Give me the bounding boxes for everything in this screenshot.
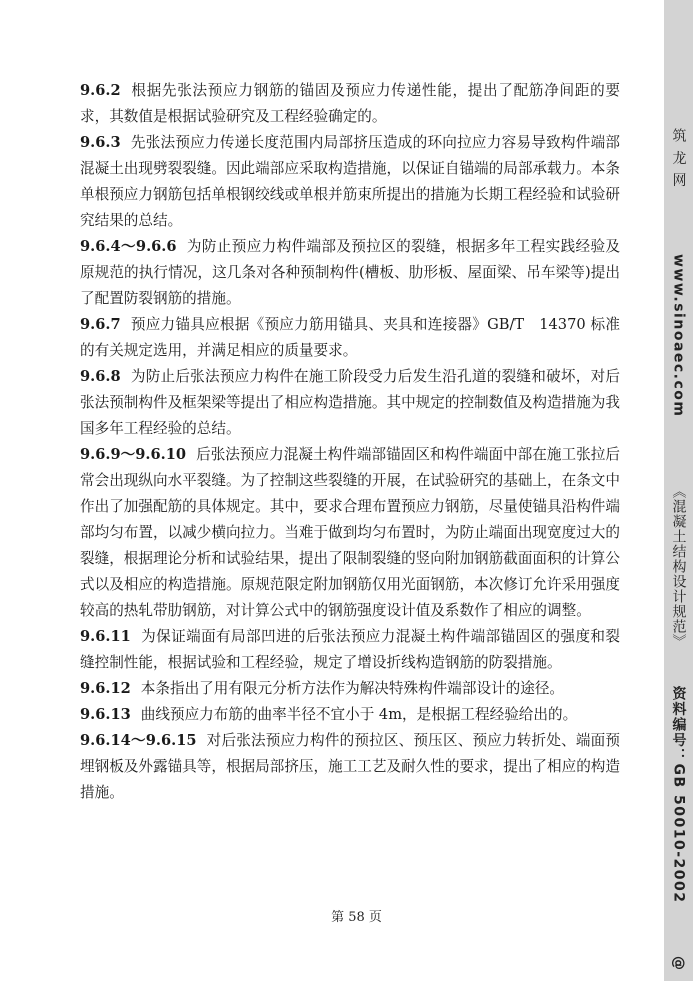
clause-number: 9.6.14～9.6.15 [80, 732, 197, 749]
paragraph-9-6-11 [80, 624, 620, 676]
document-body [80, 78, 620, 806]
sidebar-doc-code: 资料编号：GB 50010-2002 [670, 686, 687, 904]
paragraph-9-6-9 [80, 442, 620, 624]
clause-number: 9.6.2 [80, 82, 121, 99]
clause-text: 后张法预应力混凝土构件端部锚固区和构件端面中部在施工张拉后常会出现纵向水平裂缝。为了控制这些裂缝的开展，在试验研究的基础上，在条文中作出了加强配筋的具体规定。其中，要求合理布置预应力钢筋，尽量使锚具沿构件端部均匀布置，以减少横向拉力。当难于做到均匀布置时，为防止端面出现宽度过大的裂缝，根据理论分析和试验结果，提出了限制裂缝的竖向附加钢筋截面面积的计算公式以及相应的构造措施。原规范限定附加钢筋仅用光面钢筋，本次修订允许采用强度较高的热轧带肋钢筋，对计算公式中的钢筋强度设计值及系数作了相应的调整。 [80, 446, 620, 619]
clause-number: 9.6.12 [80, 680, 131, 697]
page-number: 第 58 页 [331, 910, 382, 925]
paragraph-9-6-12 [80, 676, 620, 702]
sidebar-site-name: 筑 龙 网 [670, 128, 687, 189]
paragraph-9-6-7 [80, 312, 620, 364]
sidebar-copyright: @ [670, 956, 687, 972]
clause-number: 9.6.8 [80, 368, 121, 385]
clause-text: 预应力锚具应根据《预应力筋用锚具、夹具和连接器》GB/T 14370 标准的有关规定选用，并满足相应的质量要求。 [80, 316, 620, 359]
paragraph-9-6-14 [80, 728, 620, 806]
clause-number: 9.6.3 [80, 134, 121, 151]
paragraph-9-6-3 [80, 130, 620, 234]
paragraph-9-6-4 [80, 234, 620, 312]
clause-number: 9.6.11 [80, 628, 131, 645]
clause-text: 曲线预应力布筋的曲率半径不宜小于 4m，是根据工程经验给出的。 [140, 706, 578, 723]
clause-text: 对后张法预应力构件的预拉区、预压区、预应力转折处、端面预埋钢板及外露锚具等，根据局部挤压，施工工艺及耐久性的要求，提出了相应的构造措施。 [80, 732, 620, 801]
paragraph-9-6-8 [80, 364, 620, 442]
sidebar-doc-title: 《混凝土结构设计规范》 [670, 484, 687, 649]
clause-number: 9.6.13 [80, 706, 131, 723]
clause-number: 9.6.4～9.6.6 [80, 238, 177, 255]
clause-text: 先张法预应力传递长度范围内局部挤压造成的环向拉应力容易导致构件端部混凝土出现劈裂裂缝。因此端部应采取构造措施，以保证自锚端的局部承载力。本条单根预应力钢筋包括单根钢绞线或单根并筋束所提出的措施为长期工程经验和试验研究结果的总结。 [80, 134, 620, 229]
paragraph-9-6-13 [80, 702, 620, 728]
clause-text: 本条指出了用有限元分析方法作为解决特殊构件端部设计的途径。 [140, 680, 565, 697]
clause-text: 为防止预应力构件端部及预拉区的裂缝，根据多年工程实践经验及原规范的执行情况，这几条对各种预制构件(槽板、肋形板、屋面梁、吊车梁等)提出了配置防裂钢筋的措施。 [80, 238, 621, 307]
clause-text: 为保证端面有局部凹进的后张法预应力混凝土构件端部锚固区的强度和裂缝控制性能，根据试验和工程经验，规定了增设折线构造钢筋的防裂措施。 [80, 628, 620, 671]
clause-number: 9.6.7 [80, 316, 121, 333]
clause-number: 9.6.9～9.6.10 [80, 446, 187, 463]
clause-text: 为防止后张法预应力构件在施工阶段受力后发生沿孔道的裂缝和破坏，对后张法预制构件及框架梁等提出了相应构造措施。其中规定的控制数值及构造措施为我国多年工程经验的总结。 [80, 368, 620, 437]
sidebar-url: www.sinoaec.com [670, 254, 687, 418]
clause-text: 根据先张法预应力钢筋的锚固及预应力传递性能，提出了配筋净间距的要求，其数值是根据试验研究及工程经验确定的。 [80, 82, 620, 125]
paragraph-9-6-2 [80, 78, 620, 130]
